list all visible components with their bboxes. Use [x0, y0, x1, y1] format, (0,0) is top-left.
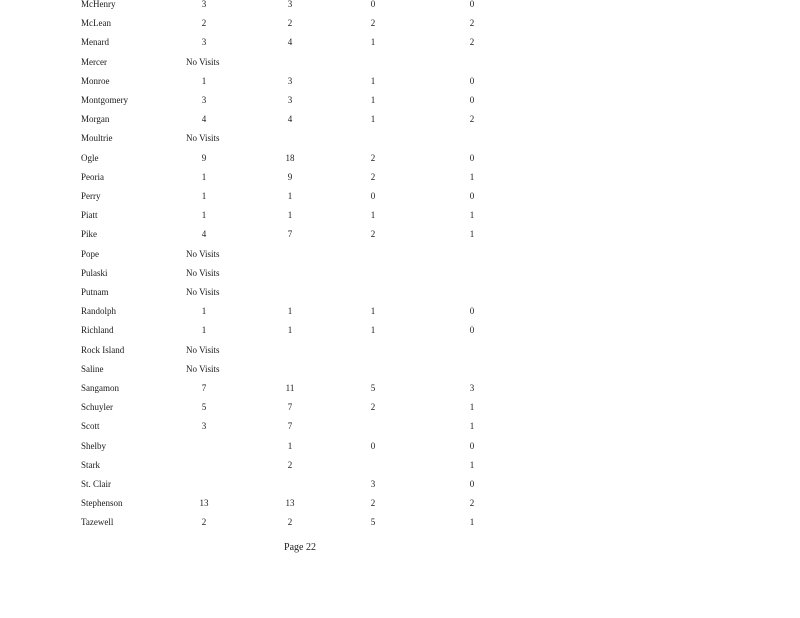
count-col-1: 1 [201, 325, 207, 335]
count-col-4: 3 [469, 383, 475, 393]
county-name: Montgomery [81, 95, 128, 105]
county-name: Stark [81, 460, 100, 470]
table-row [0, 302, 800, 321]
count-col-4: 0 [469, 191, 475, 201]
county-name: Pulaski [81, 268, 108, 278]
count-col-2: 2 [287, 517, 293, 527]
count-col-2: 2 [287, 460, 293, 470]
count-col-3: 2 [370, 18, 376, 28]
table-row [0, 417, 800, 436]
count-col-3: 3 [370, 479, 376, 489]
county-name: Ogle [81, 153, 99, 163]
count-col-4: 0 [469, 306, 475, 316]
county-name: Saline [81, 364, 104, 374]
count-col-4: 2 [469, 114, 475, 124]
table-row [0, 245, 800, 264]
count-col-2: 1 [287, 306, 293, 316]
no-visits-note: No Visits [186, 345, 220, 355]
county-name: Mercer [81, 57, 107, 67]
count-col-3: 1 [370, 37, 376, 47]
count-col-2: 2 [287, 18, 293, 28]
count-col-3: 1 [370, 114, 376, 124]
county-name: Stephenson [81, 498, 123, 508]
table-row [0, 168, 800, 187]
table-row [0, 379, 800, 398]
table-row [0, 360, 800, 379]
county-name: Menard [81, 37, 109, 47]
county-name: Perry [81, 191, 101, 201]
count-col-3: 1 [370, 210, 376, 220]
count-col-3: 2 [370, 498, 376, 508]
table-row [0, 72, 800, 91]
count-col-1: 2 [201, 517, 207, 527]
table-row [0, 0, 800, 14]
count-col-1: 3 [201, 37, 207, 47]
count-col-4: 1 [469, 210, 475, 220]
count-col-4: 2 [469, 498, 475, 508]
count-col-4: 1 [469, 421, 475, 431]
count-col-4: 2 [469, 18, 475, 28]
table-row [0, 283, 800, 302]
count-col-2: 7 [287, 421, 293, 431]
count-col-4: 1 [469, 402, 475, 412]
count-col-4: 0 [469, 325, 475, 335]
table-row [0, 513, 800, 532]
count-col-1: 2 [201, 18, 207, 28]
county-name: Sangamon [81, 383, 119, 393]
count-col-2: 7 [287, 229, 293, 239]
county-name: Richland [81, 325, 114, 335]
no-visits-note: No Visits [186, 268, 220, 278]
count-col-1: 4 [201, 114, 207, 124]
county-name: Schuyler [81, 402, 113, 412]
county-name: McHenry [81, 0, 116, 9]
table-row [0, 456, 800, 475]
count-col-3: 5 [370, 383, 376, 393]
count-col-2: 3 [287, 0, 293, 9]
count-col-4: 0 [469, 0, 475, 9]
county-name: Shelby [81, 441, 107, 451]
count-col-3: 2 [370, 172, 376, 182]
table-row [0, 225, 800, 244]
county-name: Monroe [81, 76, 110, 86]
county-name: Pike [81, 229, 98, 239]
county-name: Piatt [81, 210, 98, 220]
count-col-2: 1 [287, 191, 293, 201]
table-row [0, 494, 800, 513]
count-col-1: 1 [201, 210, 207, 220]
no-visits-note: No Visits [186, 133, 220, 143]
county-name: McLean [81, 18, 111, 28]
count-col-4: 0 [469, 441, 475, 451]
count-col-1: 13 [199, 498, 209, 508]
count-col-3: 2 [370, 402, 376, 412]
count-col-2: 11 [285, 383, 295, 393]
table-row [0, 53, 800, 72]
count-col-3: 1 [370, 95, 376, 105]
count-col-3: 2 [370, 153, 376, 163]
table-row [0, 149, 800, 168]
count-col-4: 1 [469, 229, 475, 239]
count-col-4: 0 [469, 95, 475, 105]
table-row [0, 187, 800, 206]
count-col-1: 1 [201, 76, 207, 86]
no-visits-note: No Visits [186, 364, 220, 374]
count-col-1: 4 [201, 229, 207, 239]
count-col-2: 18 [285, 153, 295, 163]
table-row [0, 475, 800, 494]
no-visits-note: No Visits [186, 249, 220, 259]
count-col-3: 1 [370, 76, 376, 86]
count-col-4: 2 [469, 37, 475, 47]
table-row [0, 437, 800, 456]
count-col-4: 0 [469, 479, 475, 489]
count-col-3: 1 [370, 306, 376, 316]
table-row [0, 33, 800, 52]
table-row [0, 321, 800, 340]
count-col-2: 1 [287, 325, 293, 335]
count-col-3: 0 [370, 191, 376, 201]
count-col-2: 3 [287, 95, 293, 105]
count-col-1: 1 [201, 191, 207, 201]
count-col-3: 2 [370, 229, 376, 239]
count-col-2: 9 [287, 172, 293, 182]
table-row [0, 14, 800, 33]
count-col-1: 9 [201, 153, 207, 163]
count-col-2: 4 [287, 37, 293, 47]
count-col-1: 3 [201, 421, 207, 431]
county-name: Tazewell [81, 517, 114, 527]
table-row [0, 91, 800, 110]
count-col-3: 1 [370, 325, 376, 335]
county-name: Rock Island [81, 345, 125, 355]
count-col-1: 5 [201, 402, 207, 412]
county-name: Moultrie [81, 133, 113, 143]
count-col-2: 1 [287, 441, 293, 451]
count-col-4: 0 [469, 153, 475, 163]
count-col-1: 7 [201, 383, 207, 393]
table-row [0, 110, 800, 129]
count-col-2: 13 [285, 498, 295, 508]
count-col-2: 1 [287, 210, 293, 220]
table-row [0, 398, 800, 417]
count-col-4: 0 [469, 76, 475, 86]
count-col-1: 3 [201, 95, 207, 105]
count-col-4: 1 [469, 460, 475, 470]
no-visits-note: No Visits [186, 287, 220, 297]
count-col-4: 1 [469, 517, 475, 527]
county-name: Scott [81, 421, 100, 431]
county-name: Peoria [81, 172, 104, 182]
page-number: Page 22 [284, 542, 316, 553]
county-name: Randolph [81, 306, 116, 316]
table-row [0, 129, 800, 148]
count-col-1: 1 [201, 172, 207, 182]
count-col-1: 1 [201, 306, 207, 316]
table-row [0, 264, 800, 283]
count-col-1: 3 [201, 0, 207, 9]
count-col-2: 3 [287, 76, 293, 86]
no-visits-note: No Visits [186, 57, 220, 67]
county-name: Putnam [81, 287, 109, 297]
count-col-2: 7 [287, 402, 293, 412]
county-name: Morgan [81, 114, 110, 124]
count-col-3: 0 [370, 0, 376, 9]
table-row [0, 341, 800, 360]
table-row [0, 206, 800, 225]
count-col-3: 0 [370, 441, 376, 451]
county-name: Pope [81, 249, 99, 259]
county-name: St. Clair [81, 479, 112, 489]
count-col-2: 4 [287, 114, 293, 124]
count-col-3: 5 [370, 517, 376, 527]
count-col-4: 1 [469, 172, 475, 182]
